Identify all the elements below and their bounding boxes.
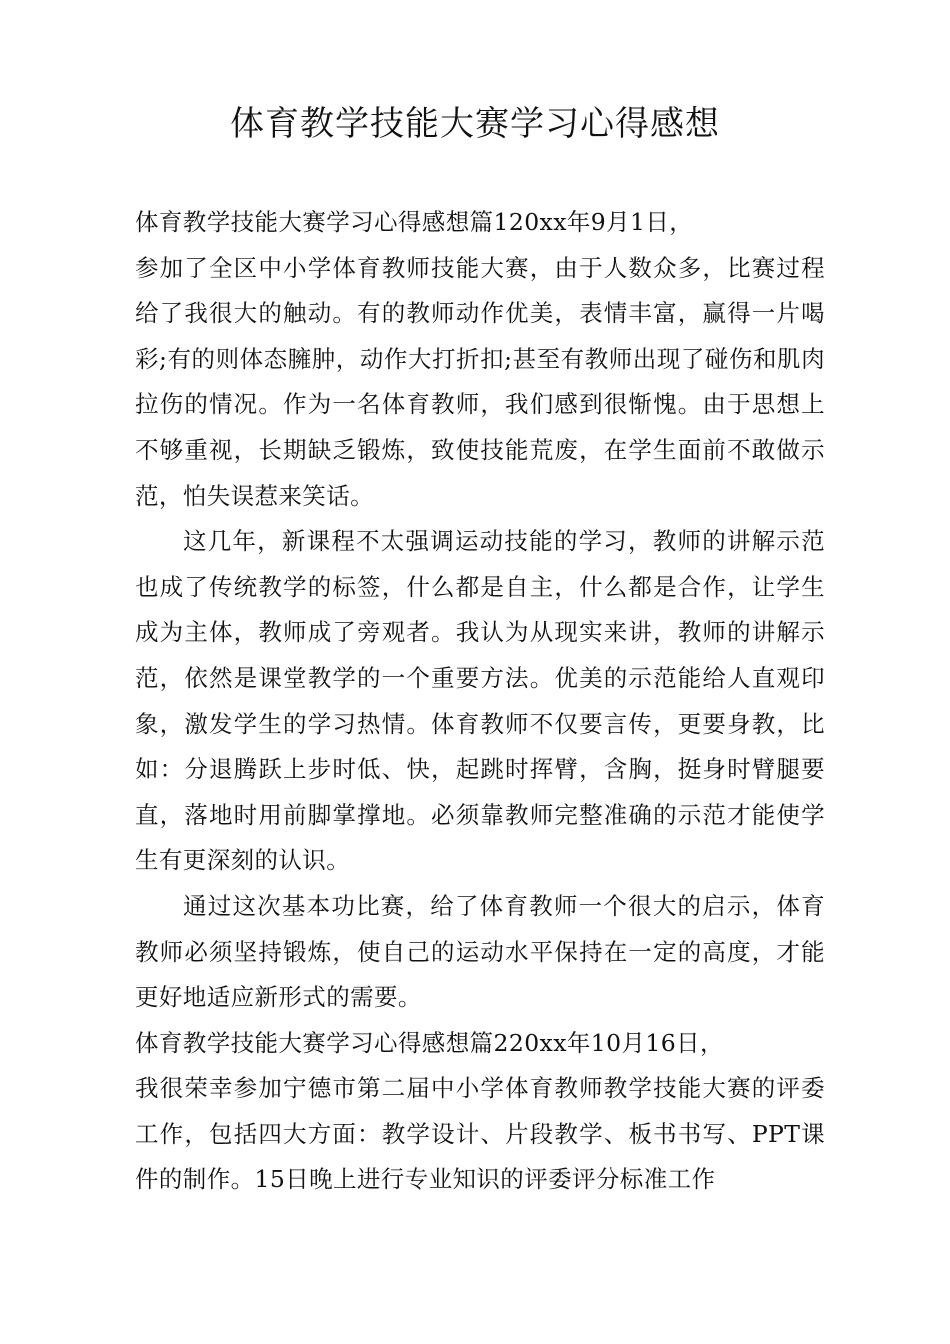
paragraph-demonstration: 这几年，新课程不太强调运动技能的学习，教师的讲解示范也成了传统教学的标签，什么都是自主，什么都是合作，让学生成为主体，教师成了旁观者。我认为从现实来讲，教师的讲解示范，依然是课堂教学的一个重要方法。优美的示范能给人直观印象，激发学生的学习热情。体育教师不仅要言传，更要身教，比如：分退腾跃上步时低、快，起跳时挥臂，含胸，挺身时臂腿要直，落地时用前脚掌撑地。必须靠教师完整准确的示范才能使学生有更深刻的认识。 bbox=[135, 527, 825, 875]
paragraph-competition-impression: 参加了全区中小学体育教师技能大赛，由于人数众多，比赛过程给了我很大的触动。有的教师动作优美，表情丰富，赢得一片喝彩;有的则体态臃肿，动作大打折扣;甚至有教师出现了碰伤和肌肉拉伤的情况。作为一名体育教师，我们感到很惭愧。由于思想上不够重视，长期缺乏锻炼，致使技能荒废，在学生面前不敢做示范，怕失误惹来笑话。 bbox=[135, 253, 825, 510]
document-title: 体育教学技能大赛学习心得感想 bbox=[230, 104, 720, 144]
paragraph-conclusion: 通过这次基本功比赛，给了体育教师一个很大的启示，体育教师必须坚持锻炼，使自己的运动水平保持在一定的高度，才能更好地适应新形式的需要。 bbox=[135, 891, 825, 1012]
paragraph-judging-work: 我很荣幸参加宁德市第二届中小学体育教师教学技能大赛的评委工作，包括四大方面：教学设计、片段教学、板书书写、PPT课件的制作。15日晚上进行专业知识的评委评分标准工作 bbox=[135, 1074, 825, 1194]
document-body bbox=[135, 200, 825, 1203]
paragraph-heading-2: 体育教学技能大赛学习心得感想篇220xx年10月16日， bbox=[135, 1028, 724, 1057]
paragraph-heading-1: 体育教学技能大赛学习心得感想篇120xx年9月1日， bbox=[135, 208, 694, 236]
